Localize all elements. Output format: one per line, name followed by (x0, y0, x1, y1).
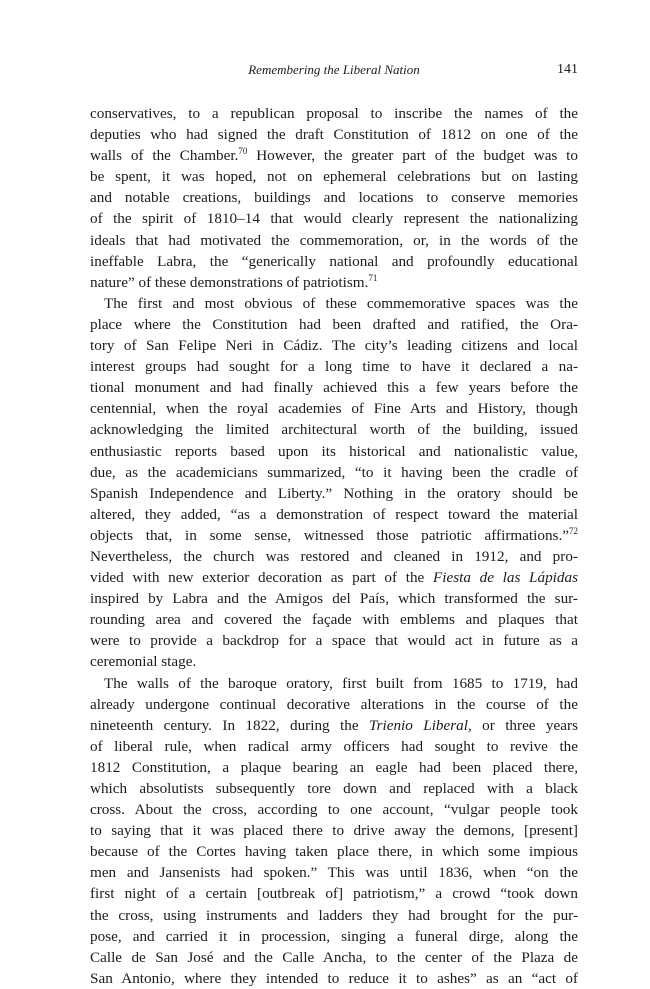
text-line (90, 736, 578, 757)
text-line (90, 778, 578, 799)
line-text: cross. About the cross, according to one account, “vulgar people took (90, 801, 578, 819)
text-line (90, 862, 578, 883)
text-line (90, 293, 578, 314)
line-text: tory of San Felipe Neri in Cádiz. The city’s leading citizens and local (90, 337, 578, 355)
page-number: 141 (557, 62, 578, 77)
line-text: ineffable Labra, the “generically national and profoundly educational (90, 252, 578, 270)
text-line (90, 356, 578, 377)
line-text: first night of a certain [outbreak of] patriotism,” a crowd “took down (90, 885, 578, 903)
text-line (90, 525, 578, 546)
line-text: rounding area and covered the façade with emblems and plaques that (90, 611, 578, 629)
text-line (90, 314, 578, 335)
text-line (90, 926, 578, 947)
line-text: to saying that it was placed there to drive away the demons, [present] (90, 822, 578, 840)
line-text: and notable creations, buildings and locations to conserve memories (90, 189, 578, 207)
text-line (90, 124, 578, 145)
line-text: interest groups had sought for a long time to have it declared a na- (90, 358, 578, 376)
line-text: enthusiastic reports based upon its historical and nationalistic value, (90, 442, 578, 460)
line-text: objects that, in some sense, witnessed those patriotic affirmations.” (90, 526, 569, 544)
text-line (90, 905, 578, 926)
text-line (90, 630, 578, 651)
text-line (90, 441, 578, 462)
text-line (90, 504, 578, 525)
line-text: Nevertheless, the church was restored and cleaned in 1912, and pro- (90, 547, 578, 565)
footnote-marker: 70 (238, 146, 248, 157)
text-line (90, 968, 578, 989)
italic-text: Trienio Liberal (368, 716, 468, 734)
line-text: ceremonial stage. (90, 653, 197, 671)
text-line (90, 947, 578, 968)
line-text: of liberal rule, when radical army officers had sought to revive the (90, 737, 578, 755)
line-text: The first and most obvious of these commemorative spaces was the (104, 294, 578, 312)
line-text: were to provide a backdrop for a space that would act in future as a (90, 632, 578, 650)
line-text: centennial, when the royal academies of Fine Arts and History, though (90, 400, 578, 418)
text-line (90, 799, 578, 820)
line-text: San Antonio, where they intended to reduce it to ashes” as an “act of (90, 969, 578, 987)
text-line (90, 272, 578, 293)
line-text: Spanish Independence and Liberty.” Nothing in the oratory should be (90, 484, 578, 502)
line-text: of the spirit of 1810–14 that would clearly represent the nationalizing (90, 210, 578, 228)
text-line (90, 757, 578, 778)
line-text: conservatives, to a republican proposal to inscribe the names of the (90, 105, 578, 122)
line-text: because of the Cortes having taken place there, in which some impious (90, 843, 578, 861)
text-line (90, 651, 578, 672)
text-line (90, 145, 578, 166)
line-text: inspired by Labra and the Amigos del País, which transformed the sur- (90, 590, 578, 608)
text-line (90, 715, 578, 736)
text-line (90, 567, 578, 588)
line-text: altered, they added, “as a demonstration of respect toward the material (90, 505, 578, 523)
text-line (90, 103, 578, 124)
text-line (90, 377, 578, 398)
text-line (90, 609, 578, 630)
footnote-marker: 71 (368, 272, 378, 283)
text-line (90, 883, 578, 904)
running-header (90, 60, 578, 80)
line-text: acknowledging the limited architectural worth of the building, issued (90, 421, 578, 439)
line-text: nature” of these demonstrations of patriotism. (90, 273, 369, 291)
line-text: the cross, using instruments and ladders they had brought for the pur- (90, 906, 578, 924)
line-text: place where the Constitution had been drafted and ratified, the Ora- (90, 315, 578, 333)
line-text: deputies who had signed the draft Constitution of 1812 on one of the (90, 126, 578, 144)
line-text: ideals that had motivated the commemoration, or, in the words of the (90, 231, 578, 249)
line-text: be spent, it was hoped, not on ephemeral celebrations but on lasting (90, 168, 578, 186)
line-text: 1812 Constitution, a plaque bearing an eagle had been placed there, (90, 758, 578, 776)
running-title: Remembering the Liberal Nation (248, 62, 420, 77)
text-line (90, 588, 578, 609)
line-text: walls of the Chamber. (90, 147, 239, 165)
line-text: However, the greater part of the budget was to (247, 147, 578, 165)
line-text: The walls of the baroque oratory, first built from 1685 to 1719, had (104, 674, 578, 692)
text-line (90, 398, 578, 419)
line-text: due, as the academicians summarized, “to it having been the cradle of (90, 463, 578, 481)
line-text: vided with new exterior decoration as part of the (90, 569, 433, 587)
line-text: tional monument and had finally achieved this a few years before the (90, 379, 578, 397)
line-text: Calle de San José and the Calle Ancha, to the center of the Plaza de (90, 948, 578, 966)
line-text: men and Jansenists had spoken.” This was until 1836, when “on the (90, 864, 578, 882)
italic-text: Fiesta de las Lápidas (432, 569, 578, 587)
text-line (90, 208, 578, 229)
footnote-marker: 72 (569, 525, 578, 536)
line-text: pose, and carried it in procession, singing a funeral dirge, along the (90, 927, 578, 945)
text-line (90, 673, 578, 694)
line-text: nineteenth century. In 1822, during the (90, 716, 369, 734)
text-line (90, 251, 578, 272)
text-line (90, 230, 578, 251)
text-line (90, 841, 578, 862)
text-line (90, 419, 578, 440)
text-line (90, 335, 578, 356)
line-text: which absolutists subsequently tore down and replaced with a black (90, 780, 578, 797)
line-text: , or three years (467, 716, 578, 734)
text-line (90, 166, 578, 187)
text-line (90, 187, 578, 208)
text-line (90, 546, 578, 567)
text-line (90, 483, 578, 504)
line-text: already undergone continual decorative alterations in the course of the (90, 695, 578, 713)
text-line (90, 820, 578, 841)
text-line (90, 462, 578, 483)
text-line (90, 694, 578, 715)
body-text (90, 103, 578, 989)
